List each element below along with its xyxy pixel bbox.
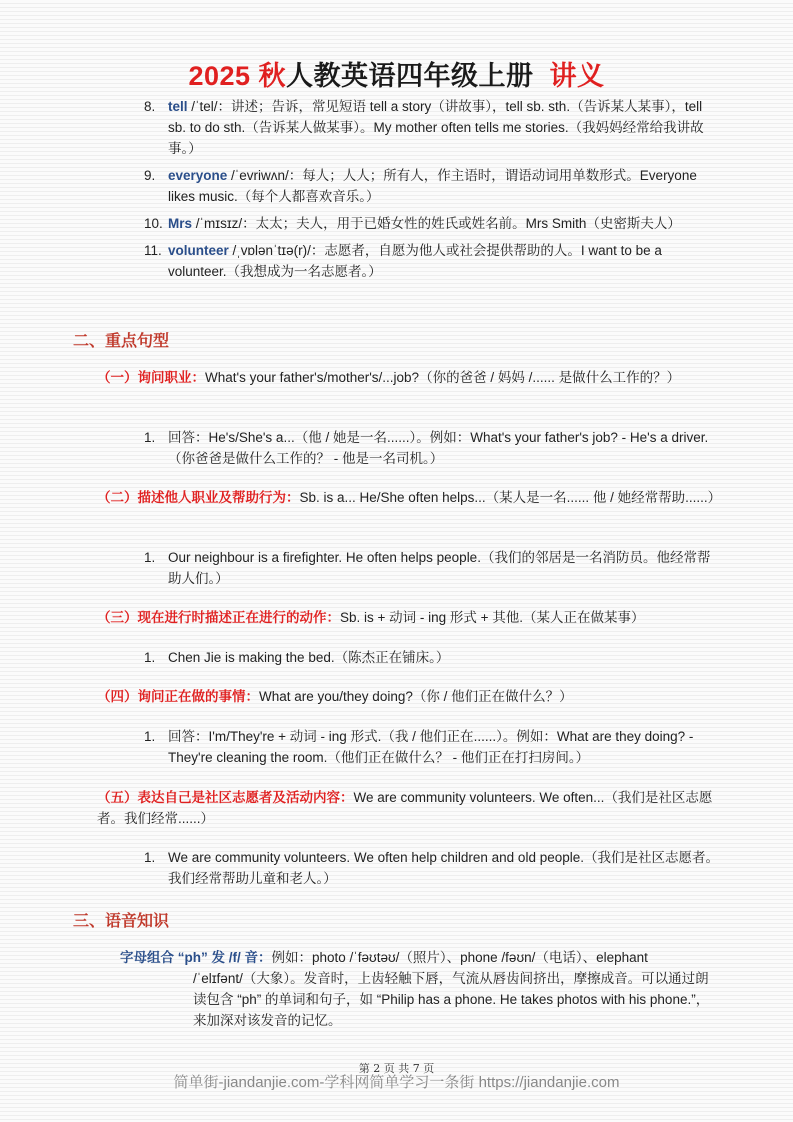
sub-heading-4: [97, 686, 722, 707]
example-item-4: [144, 726, 719, 768]
example-number: 1.: [144, 850, 156, 865]
vocab-definition: /ˈevriwʌn/：每人；人人；所有人，作主语时，谓语动词用单数形式。Everyone likes music.（每个人都喜欢音乐。）: [168, 168, 697, 204]
example-number: 1.: [144, 550, 156, 565]
vocab-number: 8.: [144, 99, 156, 114]
vocab-word: everyone: [168, 168, 228, 183]
sub-heading-label: （二）描述他人职业及帮助行为：: [97, 490, 300, 505]
example-text: Our neighbour is a firefighter. He often helps people.（我们的邻居是一名消防员。他经常帮助人们。）: [168, 550, 711, 586]
vocab-item-everyone: [144, 165, 719, 207]
example-item-2: [144, 547, 719, 589]
example-text: 回答：I'm/They're + 动词 - ing 形式.（我 / 他们正在......）。例如：What are they doing? - They're cleaning the room.（他们正在做什么？ - 他们正在打扫房间。）: [168, 729, 694, 765]
footer-watermark: 简单街-jiandanjie.com-学科网简单学习一条街 https://jiandanjie.com: [173, 1074, 620, 1091]
sub-heading-label: （四）询问正在做的事情：: [97, 689, 259, 704]
vocab-word: Mrs: [168, 216, 193, 231]
sub-heading-5: [97, 787, 722, 829]
example-text: Chen Jie is making the bed.（陈杰正在铺床。）: [168, 650, 450, 665]
example-number: 1.: [144, 650, 156, 665]
vocab-item-mrs: [144, 213, 719, 234]
sub-heading-text: What are you/they doing?（你 / 他们正在做什么？）: [259, 689, 573, 704]
vocab-word: tell: [168, 99, 188, 114]
section-heading-phonics: 三、语音知识: [73, 913, 170, 930]
example-item-1: [144, 427, 719, 469]
example-number: 1.: [144, 729, 156, 744]
title-main: 人教英语四年级上册: [286, 61, 534, 91]
title-year: 2025 秋: [188, 61, 287, 91]
page-number: 第 2 页 共 7 页: [358, 1062, 435, 1075]
sub-heading-label: （五）表达自己是社区志愿者及活动内容：: [97, 790, 354, 805]
sub-heading-text: What's your father's/mother's/...job?（你的爸爸 / 妈妈 /...... 是做什么工作的？）: [205, 370, 681, 385]
sub-heading-text: Sb. is a... He/She often helps...（某人是一名...... 他 / 她经常帮助......）: [299, 490, 722, 505]
sub-heading-text: We are community volunteers. We often...（我们是社区志愿者。我们经常......）: [97, 790, 713, 826]
vocab-item-tell: [144, 96, 719, 159]
sub-heading-label: （三）现在进行时描述正在进行的动作：: [97, 610, 340, 625]
sub-heading-2: [97, 487, 722, 508]
example-item-3: [144, 647, 719, 668]
phonics-text-first: 例如：photo /ˈfəʊtəʊ/（照片）、phone /fəʊn/（电话）、elephant: [271, 950, 648, 965]
vocab-number: 10.: [144, 216, 163, 231]
vocab-number: 9.: [144, 168, 156, 183]
title-tag: 讲义: [549, 61, 605, 91]
example-text: We are community volunteers. We often help children and old people.（我们是社区志愿者。我们经常帮助儿童和老人。）: [168, 850, 719, 886]
sub-heading-1: [97, 367, 722, 388]
page-title: [0, 54, 793, 93]
sub-heading-3: [97, 607, 722, 628]
vocab-definition: /ˈtel/：讲述；告诉，常见短语 tell a story（讲故事），tell sb. sth.（告诉某人某事），tell sb. to do sth.（告诉某人做某事）。My mother often tells me stories.（我妈妈经常给我讲故事。）: [168, 99, 704, 156]
example-item-5: [144, 847, 719, 889]
example-number: 1.: [144, 430, 156, 445]
vocab-number: 11.: [144, 243, 162, 258]
vocab-item-volunteer: [144, 240, 719, 282]
sub-heading-label: （一）询问职业：: [97, 370, 205, 385]
vocab-definition: /ˈmɪsɪz/：太太；夫人，用于已婚女性的姓氏或姓名前。Mrs Smith（史密斯夫人）: [192, 216, 681, 231]
sub-heading-text: Sb. is + 动词 - ing 形式 + 其他.（某人正在做某事）: [340, 610, 645, 625]
phonics-paragraph: [120, 947, 722, 1031]
vocab-definition: /ˌvɒlənˈtɪə(r)/：志愿者，自愿为他人或社会提供帮助的人。I want to be a volunteer.（我想成为一名志愿者。）: [168, 243, 662, 279]
example-text: 回答：He's/She's a...（他 / 她是一名......）。例如：What's your father's job? - He's a driver.（你爸爸是做什么工作的？ - 他是一名司机。）: [168, 430, 709, 466]
phonics-label: 字母组合 “ph” 发 /f/ 音：: [120, 950, 272, 965]
vocab-word: volunteer: [168, 243, 229, 258]
vocab-list: [144, 96, 719, 288]
section-heading-key-sentences: 二、重点句型: [73, 333, 170, 350]
phonics-text-rest: /ˈelɪfənt/（大象）。发音时，上齿轻触下唇，气流从唇齿间挤出，摩擦成音。可以通过朗读包含 “ph” 的单词和句子，如 “Philip has a phone. He takes photos with his phone.”，来加深对该发音的记忆。: [193, 971, 710, 1028]
